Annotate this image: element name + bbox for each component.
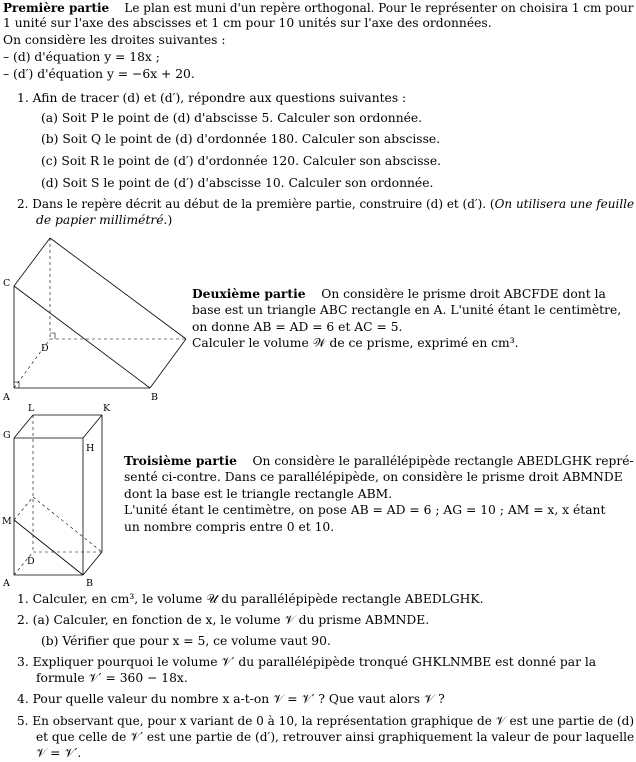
part1-question-2-line2	[36, 213, 172, 228]
part1-question-1b: (b) Soit Q le point de (d) d'ordonnée 180. Calculer son abscisse.	[41, 132, 441, 146]
box-label-k: K	[103, 403, 111, 414]
part1-consider: On considère les droites suivantes :	[3, 33, 226, 47]
box-label-d: D	[27, 556, 35, 567]
part1-intro-line1	[3, 0, 634, 16]
part2-heading: Deuxième partie	[192, 286, 306, 301]
part3-line1	[124, 453, 634, 469]
part1-q2-italic-2: de papier millimétré.	[36, 213, 168, 227]
part1-heading: Première partie	[3, 0, 110, 15]
part3-question-5-line2: et que celle de 𝒱′ est une partie de (d′), retrouver ainsi graphiquement la valeur de pour laquelle	[36, 730, 635, 744]
part1-q2-italic: On utilisera une feuille	[494, 197, 635, 211]
prism-label-c: C	[3, 278, 11, 289]
part1-intro-line2: 1 unité sur l'axe des abscisses et 1 cm pour 10 unités sur l'axe des ordonnées.	[3, 16, 492, 30]
prism-label-b: B	[151, 392, 158, 403]
part1-question-1a: (a) Soit P le point de (d) d'abscisse 5. Calculer son ordonnée.	[41, 111, 423, 125]
part3-question-2a: 2. (a) Calculer, en fonction de x, le volume 𝒱 du prisme ABMNDE.	[17, 613, 430, 627]
part2-line3: on donne AB = AD = 6 et AC = 5.	[192, 320, 403, 334]
part3-line2: senté ci-contre. Dans ce parallélépipède, on considère le prisme droit ABMNDE	[124, 470, 623, 484]
part3-heading: Troisième partie	[124, 453, 237, 468]
part1-intro-a: Le plan est muni d'un repère orthogonal. Pour le représenter on choisira 1 cm pour	[124, 1, 634, 15]
box-label-h: H	[86, 443, 95, 454]
part1-question-2-line1	[17, 197, 634, 212]
part1-question-1: 1. Afin de tracer (d) et (d′), répondre aux questions suivantes :	[17, 91, 407, 105]
box-label-g: G	[3, 430, 11, 441]
part2-line2: base est un triangle ABC rectangle en A. L'unité étant le centimètre,	[192, 303, 622, 317]
parallelepiped-figure	[0, 400, 120, 590]
part3-question-3-line1: 3. Expliquer pourquoi le volume 𝒱′ du parallélépipède tronqué GHKLNMBE est donné par la	[17, 655, 597, 669]
part2-line1	[192, 286, 606, 302]
part2-line4: Calculer le volume 𝒲 de ce prisme, exprimé en cm³.	[192, 336, 519, 350]
part3-question-1: 1. Calculer, en cm³, le volume 𝒰 du parallélépipède rectangle ABEDLGHK.	[17, 592, 484, 606]
prism-figure	[0, 236, 190, 406]
part3-text-1: On considère le parallélépipède rectangle ABEDLGHK repré-	[252, 454, 634, 468]
part1-q2-text: 2. Dans le repère décrit au début de la première partie, construire (d) et (d′). (	[17, 197, 495, 211]
prism-label-a: A	[3, 392, 10, 403]
part1-question-1d: (d) Soit S le point de (d′) d'abscisse 10. Calculer son ordonnée.	[41, 176, 434, 190]
prism-label-d: D	[41, 343, 49, 354]
part3-question-2b: (b) Vérifier que pour x = 5, ce volume vaut 90.	[41, 634, 331, 648]
part1-line-dprime: – (d′) d'équation y = −6x + 20.	[3, 67, 195, 81]
box-label-a: A	[3, 578, 10, 589]
part3-line3: dont la base est le triangle rectangle ABM.	[124, 487, 393, 501]
part2-text-1: On considère le prisme droit ABCFDE dont la	[321, 287, 606, 301]
part1-line-d: – (d) d'équation y = 18x ;	[3, 50, 160, 64]
part3-question-3-line2: formule 𝒱′ = 360 − 18x.	[36, 671, 188, 685]
part3-question-4: 4. Pour quelle valeur du nombre x a-t-on 𝒱 = 𝒱′ ? Que vaut alors 𝒱 ?	[17, 692, 445, 706]
part3-line4: L'unité étant le centimètre, on pose AB = AD = 6 ; AG = 10 ; AM = x, x étant	[124, 503, 606, 517]
part3-question-5-line1: 5. En observant que, pour x variant de 0 à 10, la représentation graphique de 𝒱 est une partie de (d)	[17, 714, 635, 728]
part1-question-1c: (c) Soit R le point de (d′) d'ordonnée 120. Calculer son abscisse.	[41, 154, 442, 168]
box-label-b: B	[86, 578, 93, 589]
box-label-m: M	[2, 516, 12, 527]
part1-q2-close: )	[167, 213, 173, 227]
box-label-l: L	[28, 403, 35, 414]
part3-question-5-line3: 𝒱 = 𝒱′.	[36, 746, 82, 760]
part3-line5: un nombre compris entre 0 et 10.	[124, 520, 335, 534]
